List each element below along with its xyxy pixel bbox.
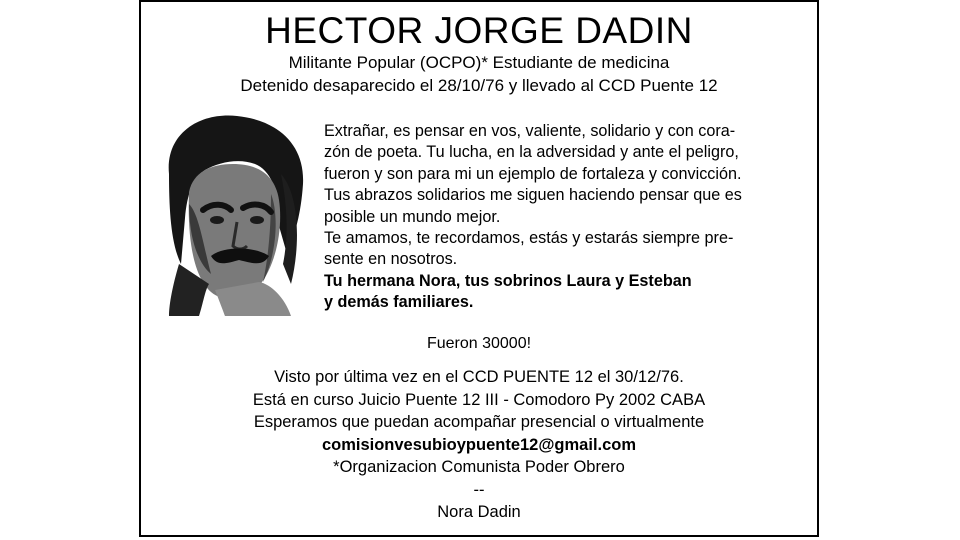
contact-email: comisionvesubioypuente12@gmail.com — [321, 435, 637, 454]
notice-frame — [139, 0, 819, 537]
last-seen-line: Visto por última vez en el CCD PUENTE 12 el 30/12/76. — [274, 368, 684, 386]
message-line: posible un mundo mejor. — [324, 207, 501, 226]
person-name: HECTOR JORGE DADIN — [265, 10, 693, 51]
separator: -- — [473, 480, 485, 499]
footer-block — [141, 366, 817, 524]
slogan: Fueron 30000! — [426, 335, 532, 352]
signature-line: y demás familiares. — [324, 293, 474, 312]
signature-line: Tu hermana Nora, tus sobrinos Laura y Esteban — [324, 271, 692, 290]
invitation-line: Esperamos que puedan acompañar presencial o virtualmente — [253, 413, 705, 431]
message-block — [324, 121, 804, 314]
message-line: zón de poeta. Tu lucha, en la adversidad y ante el peligro, — [324, 143, 739, 162]
footnote: *Organizacion Comunista Poder Obrero — [333, 458, 625, 476]
message-line: fueron y son para mi un ejemplo de fortaleza y convicción. — [324, 164, 742, 183]
trial-line: Está en curso Juicio Puente 12 III - Comodoro Py 2002 CABA — [252, 390, 706, 409]
message-line: Extrañar, es pensar en vos, valiente, solidario y con cora- — [324, 122, 736, 140]
subtitle-affiliation: Militante Popular (OCPO)* Estudiante de medicina — [288, 53, 670, 72]
portrait-photo — [159, 114, 307, 316]
message-line: sente en nosotros. — [324, 250, 458, 269]
sender-name: Nora Dadin — [437, 503, 521, 521]
message-line: Tus abrazos solidarios me siguen haciendo pensar que es — [324, 186, 742, 205]
subtitle-detention: Detenido desaparecido el 28/10/76 y llevado al CCD Puente 12 — [240, 76, 718, 95]
message-line: Te amamos, te recordamos, estás y estarás siempre pre- — [324, 229, 734, 248]
